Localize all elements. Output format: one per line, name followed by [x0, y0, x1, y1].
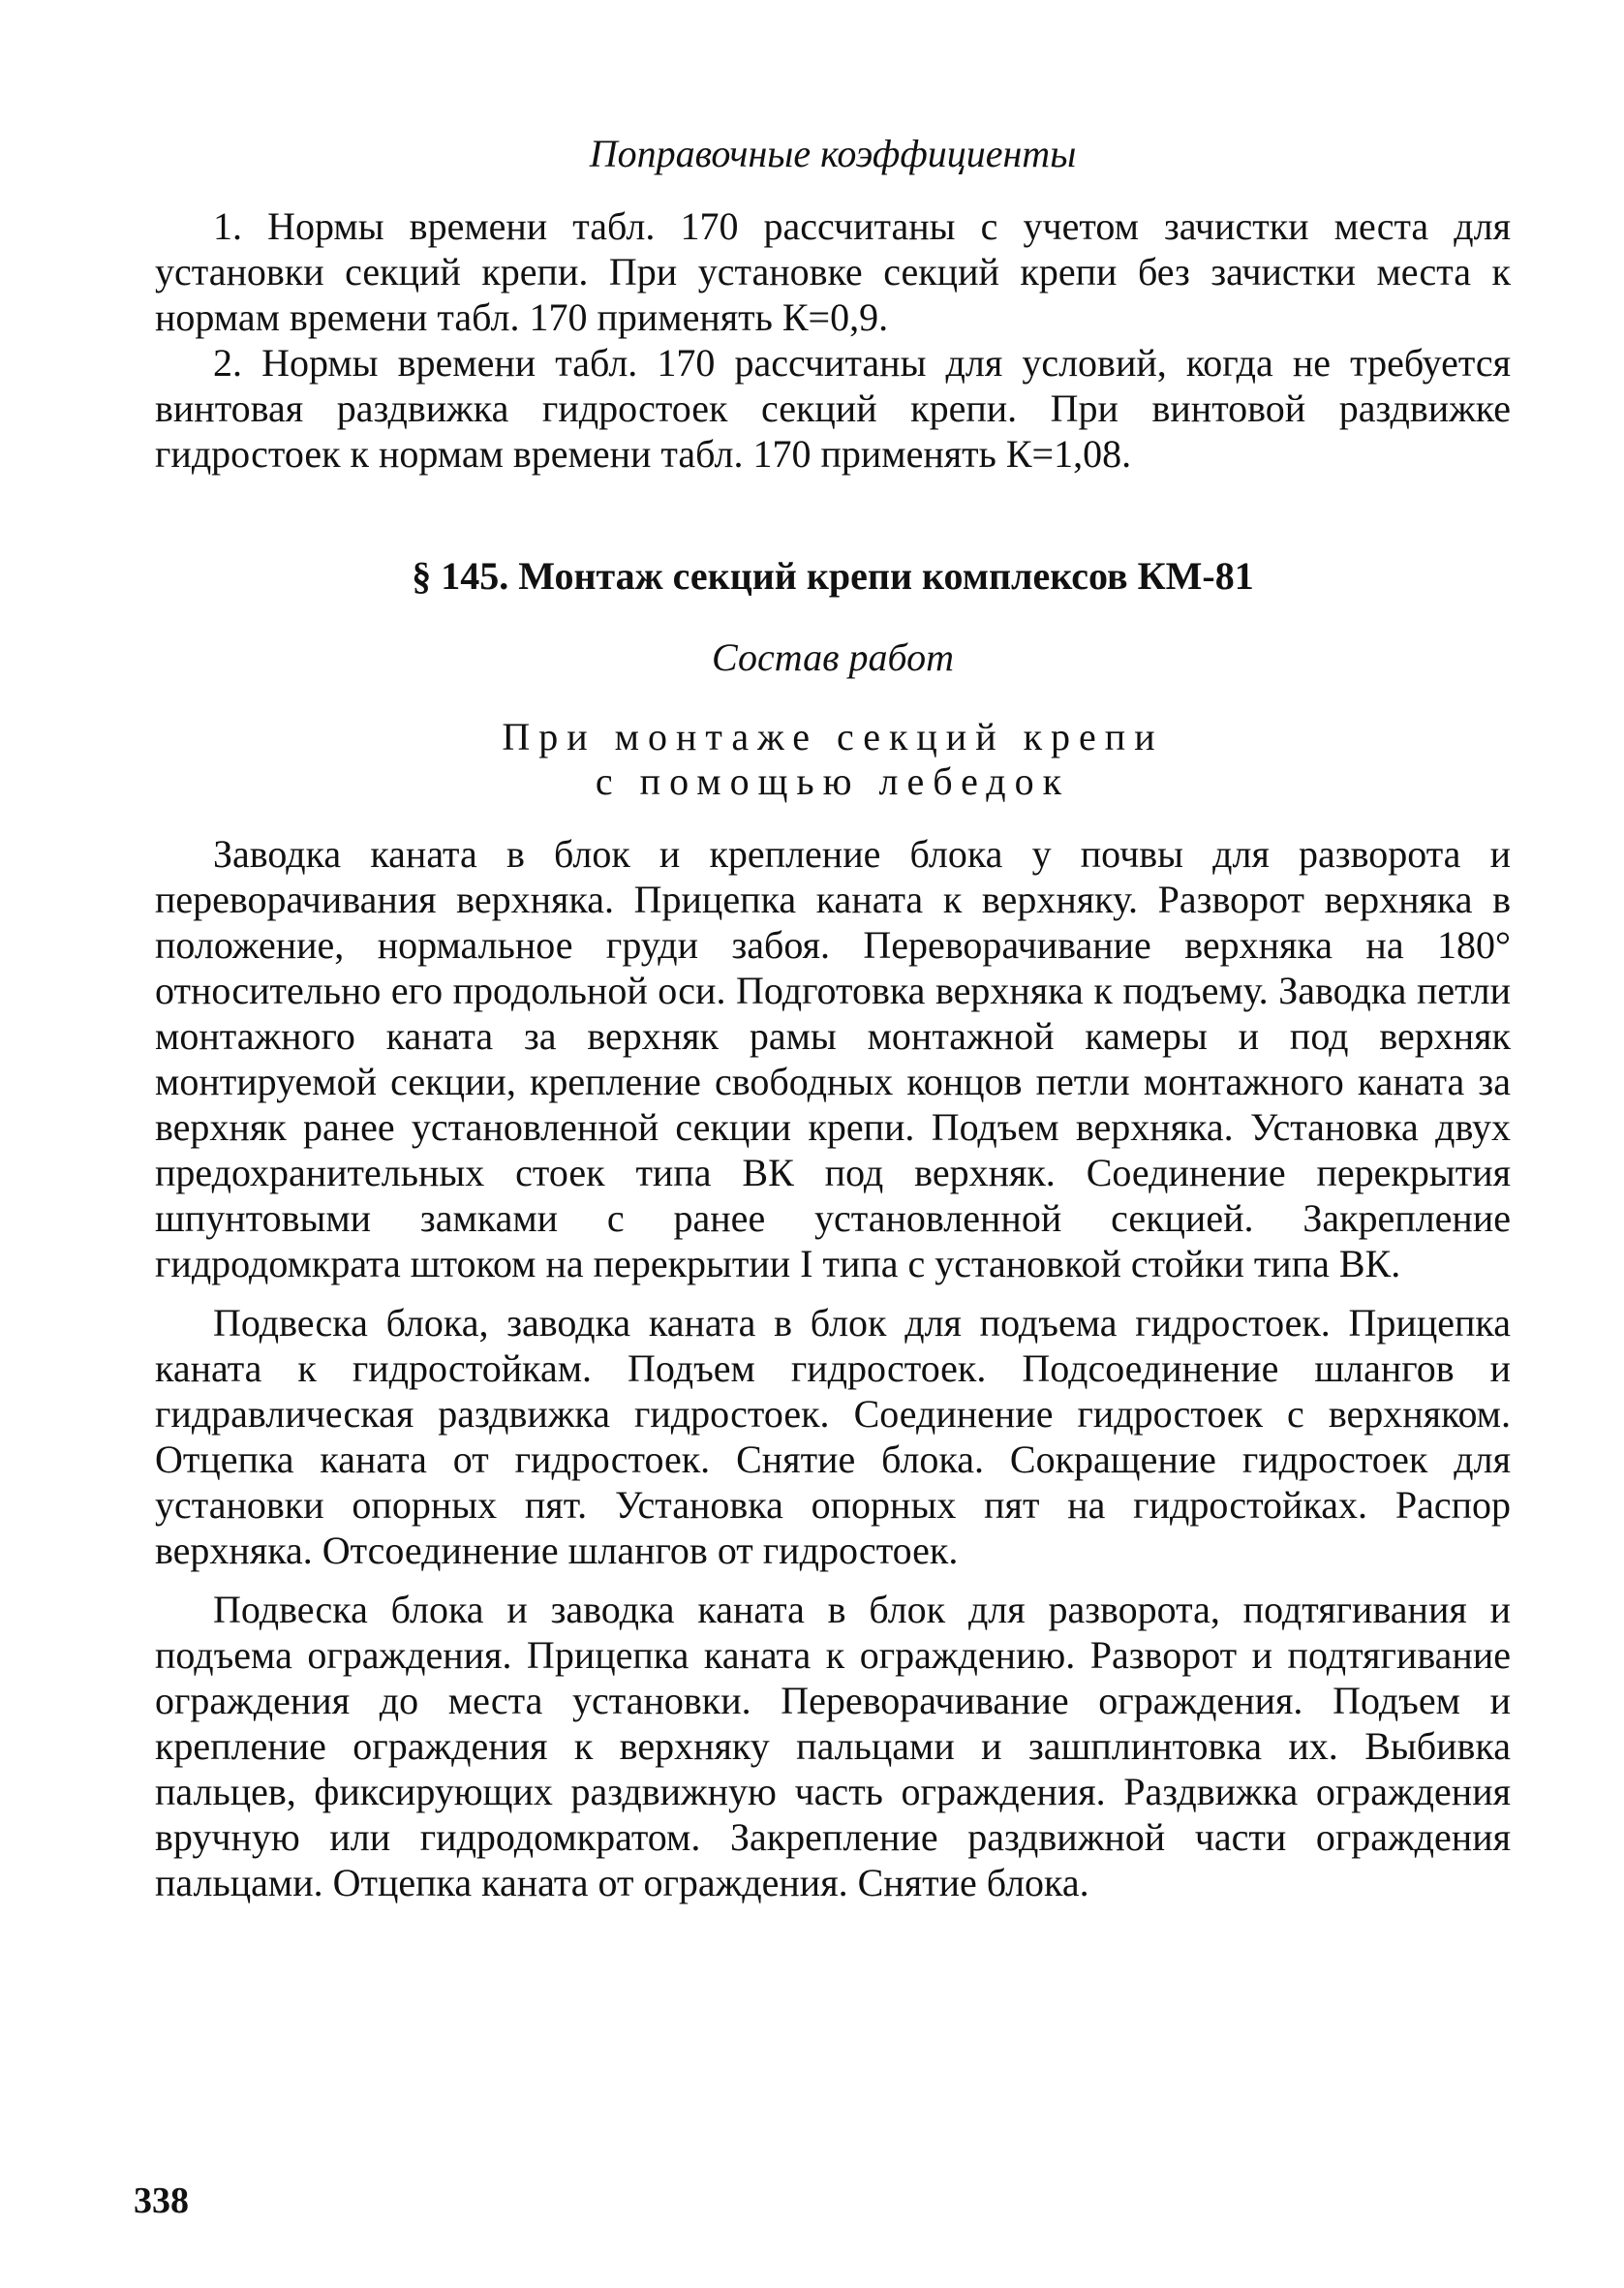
work-paragraph-2: Подвеска блока, заводка каната в блок для подъема гидростоек. Прицепка каната к гидростойкам. Подъем гидростоек. Подсоединение шлангов и гидравлическая раздвижка гидростоек. Соединение гидростоек с верхняком. Отцепка каната от гидростоек. Снятие блока. Сокращение гидростоек для установки опорных пят. Установка опорных пят на гидростойках. Распор верхняка. Отсоединение шлангов от гидростоек.: [155, 1301, 1511, 1572]
section-subtitle: Состав работ: [712, 635, 954, 679]
correction-coefficients-heading: Поправочные коэффициенты: [589, 132, 1077, 175]
section-title: § 145. Монтаж секций крепи комплексов КМ-81: [412, 554, 1254, 598]
subheading-line-1: При монтаже секций крепи: [502, 715, 1164, 758]
work-paragraph-1: Заводка каната в блок и крепление блока у почвы для разворота и переворачивания верхняка. Прицепка каната к верхняку. Разворот верхняка в положение, нормальное груди забоя. Переворачивание верхняка на 180° относительно его продольной оси. Подготовка верхняка к подъему. Заводка петли монтажного каната за верхняк рамы монтажной камеры и под верхняк монтируемой секции, крепление свободных концов петли монтажного каната за верхняк ранее установленной секции крепи. Подъем верхняка. Установка двух предохранительных стоек типа ВК под верхняк. Соединение перекрытия шпунтовыми замками с ранее установленной секцией. Закрепление гидродомкрата штоком на перекрытии I типа с установкой стойки типа ВК.: [155, 832, 1511, 1285]
correction-item-2: 2. Нормы времени табл. 170 рассчитаны для условий, когда не требуется винтовая раздвижка гидростоек секций крепи. При винтовой раздвижке гидростоек к нормам времени табл. 170 применять К=1,08.: [155, 341, 1511, 476]
subheading-line-2: с помощью лебедок: [595, 759, 1071, 803]
correction-item-1: 1. Нормы времени табл. 170 рассчитаны с учетом зачистки места для установки секций крепи. При установке секций крепи без зачистки места к нормам времени табл. 170 применять К=0,9.: [155, 204, 1511, 339]
page-number: 338: [134, 2180, 189, 2221]
page-content: [155, 116, 1511, 1905]
work-paragraph-3: Подвеска блока и заводка каната в блок для разворота, подтягивания и подъема ограждения. Прицепка каната к ограждению. Разворот и подтягивание ограждения до места установки. Переворачивание ограждения. Подъем и крепление ограждения к верхняку пальцами и зашплинтовка их. Выбивка пальцев, фиксирующих раздвижную часть ограждения. Раздвижка ограждения вручную или гидродомкратом. Закрепление раздвижной части ограждения пальцами. Отцепка каната от ограждения. Снятие блока.: [155, 1588, 1511, 1904]
